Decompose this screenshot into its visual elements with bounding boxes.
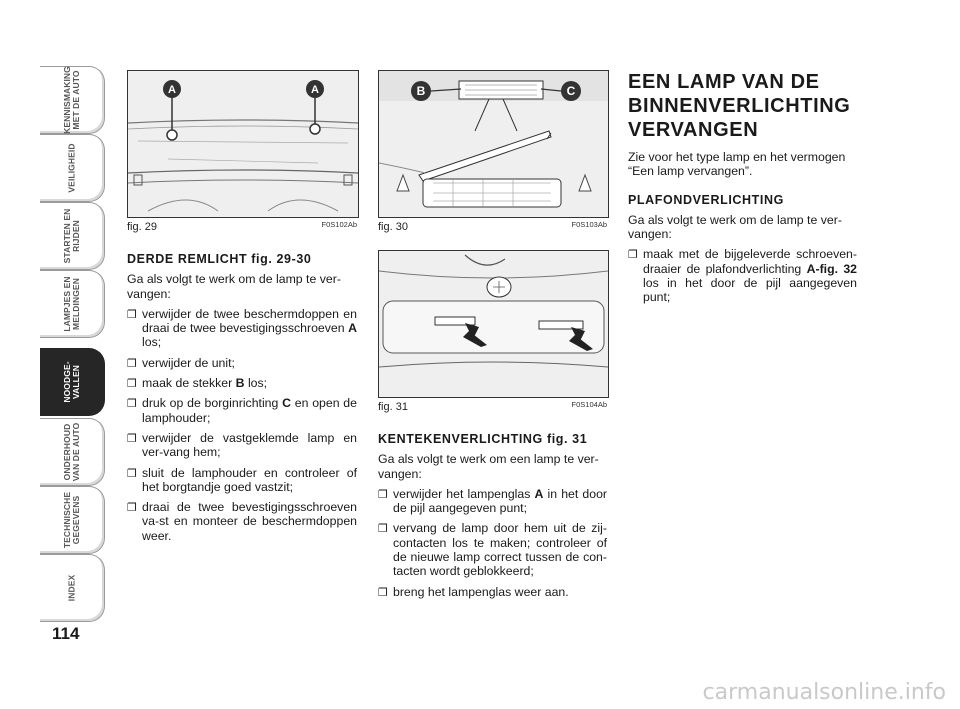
figure-31-drawing bbox=[379, 251, 608, 397]
list-item: ❐ druk op de borginrichting C en open de lamphouder; bbox=[127, 396, 357, 425]
list-item: ❐ maak met de bijgeleverde schroeven-draaier de plafondverlichting A-fig. 32 los in het door de pijl aangegeven punt; bbox=[628, 247, 857, 305]
tab-onderhoud[interactable] bbox=[40, 418, 105, 486]
tab-kennismaking[interactable] bbox=[40, 66, 105, 134]
section-plafondverlichting bbox=[628, 150, 857, 311]
page-title: EEN LAMP VAN DE BINNENVERLICHTING VERVANGEN bbox=[628, 71, 851, 141]
tab-starten-en-rijden[interactable] bbox=[40, 202, 105, 270]
figure-30-drawing bbox=[379, 71, 608, 217]
step-list bbox=[127, 307, 357, 543]
marker-a-right: A bbox=[311, 84, 319, 96]
section-heading: PLAFONDVERLICHTING bbox=[628, 192, 784, 207]
section-derde-remlicht bbox=[127, 252, 357, 549]
list-item: ❐ verwijder de vastgeklemde lamp en ver-vang hem; bbox=[127, 430, 357, 460]
checkbox-bullet-icon: ❐ bbox=[127, 308, 137, 321]
watermark: carmanualsonline.info bbox=[702, 680, 946, 705]
figure-30 bbox=[378, 70, 609, 218]
figure-29-drawing bbox=[128, 71, 358, 217]
fig-30-code: F0S103Ab bbox=[571, 220, 607, 229]
fig-29-caption: fig. 29 bbox=[127, 221, 157, 233]
tab-label: TECHNISCHE GEGEVENS bbox=[62, 491, 81, 549]
section-intro: Ga als volgt te werk om een lamp te ver-vangen: bbox=[378, 452, 599, 481]
tab-label: INDEX bbox=[66, 574, 77, 602]
section-heading: KENTEKENVERLICHTING fig. 31 bbox=[378, 432, 588, 446]
tab-veiligheid[interactable] bbox=[40, 134, 105, 202]
fig-31-caption: fig. 31 bbox=[378, 401, 408, 413]
tab-label: VEILIGHEID bbox=[66, 143, 77, 193]
checkbox-bullet-icon: ❐ bbox=[378, 523, 388, 536]
fig-30-caption: fig. 30 bbox=[378, 221, 408, 233]
checkbox-bullet-icon: ❐ bbox=[127, 378, 137, 391]
section-kentekenverlichting bbox=[378, 432, 607, 605]
marker-c: C bbox=[566, 84, 576, 98]
step-list bbox=[628, 247, 857, 304]
list-item: ❐ sluit de lamphouder en controleer of het borgtandje goed vastzit; bbox=[127, 465, 357, 494]
checkbox-bullet-icon: ❐ bbox=[378, 488, 388, 501]
tab-noodgevallen[interactable] bbox=[40, 348, 105, 416]
marker-a-left: A bbox=[168, 84, 176, 96]
list-item: ❐ maak de stekker B los; bbox=[127, 376, 268, 391]
tab-label: KENNISMAKING MET DE AUTO bbox=[62, 66, 81, 134]
checkbox-bullet-icon: ❐ bbox=[127, 357, 137, 370]
section-heading: DERDE REMLICHT fig. 29-30 bbox=[127, 252, 312, 266]
figure-29 bbox=[127, 70, 359, 218]
list-item: ❐ verwijder de unit; bbox=[127, 355, 235, 370]
list-item: ❐ draai de twee bevestigingsschroeven va-st en monteer de beschermdoppen weer. bbox=[127, 500, 357, 543]
section-intro: Zie voor het type lamp en het vermogen “Een lamp vervangen”. bbox=[628, 150, 846, 179]
list-item: ❐ verwijder het lampenglas A in het door de pijl aangegeven punt; bbox=[378, 486, 608, 516]
tab-technische-gegevens[interactable] bbox=[40, 486, 105, 554]
list-item: ❐ verwijder de twee beschermdoppen en draai de twee bevestigingsschroeven A los; bbox=[127, 306, 357, 350]
section-intro-2: Ga als volgt te werk om de lamp te ver-vangen: bbox=[628, 212, 842, 242]
tab-label: LAMPJES EN MELDINGEN bbox=[62, 276, 81, 332]
checkbox-bullet-icon: ❐ bbox=[127, 432, 137, 445]
checkbox-bullet-icon: ❐ bbox=[127, 467, 137, 480]
list-item: ❐ breng het lampenglas weer aan. bbox=[378, 584, 569, 599]
step-list bbox=[378, 487, 607, 599]
tab-label: STARTEN EN RIJDEN bbox=[62, 208, 81, 264]
tab-label: NOODGE- VALLEN bbox=[62, 361, 81, 403]
checkbox-bullet-icon: ❐ bbox=[127, 502, 137, 515]
checkbox-bullet-icon: ❐ bbox=[127, 398, 137, 411]
tab-lampjes-en-meldingen[interactable] bbox=[40, 270, 105, 338]
fig-31-code: F0S104Ab bbox=[571, 400, 607, 409]
fig-29-code: F0S102Ab bbox=[321, 220, 357, 229]
marker-b: B bbox=[416, 84, 426, 98]
tab-label: ONDERHOUD VAN DE AUTO bbox=[62, 422, 81, 482]
tab-index[interactable] bbox=[40, 554, 105, 622]
figure-31 bbox=[378, 250, 609, 398]
checkbox-bullet-icon: ❐ bbox=[628, 249, 638, 262]
section-intro: Ga als volgt te werk om de lamp te ver-vangen: bbox=[127, 272, 341, 301]
list-item: ❐ vervang de lamp door hem uit de zij-contacten los te maken; controleer of de nieuwe lamp correct tussen de con-tacten wordt geblokkeerd; bbox=[378, 521, 607, 579]
page-number: 114 bbox=[52, 624, 80, 643]
checkbox-bullet-icon: ❐ bbox=[378, 586, 388, 599]
